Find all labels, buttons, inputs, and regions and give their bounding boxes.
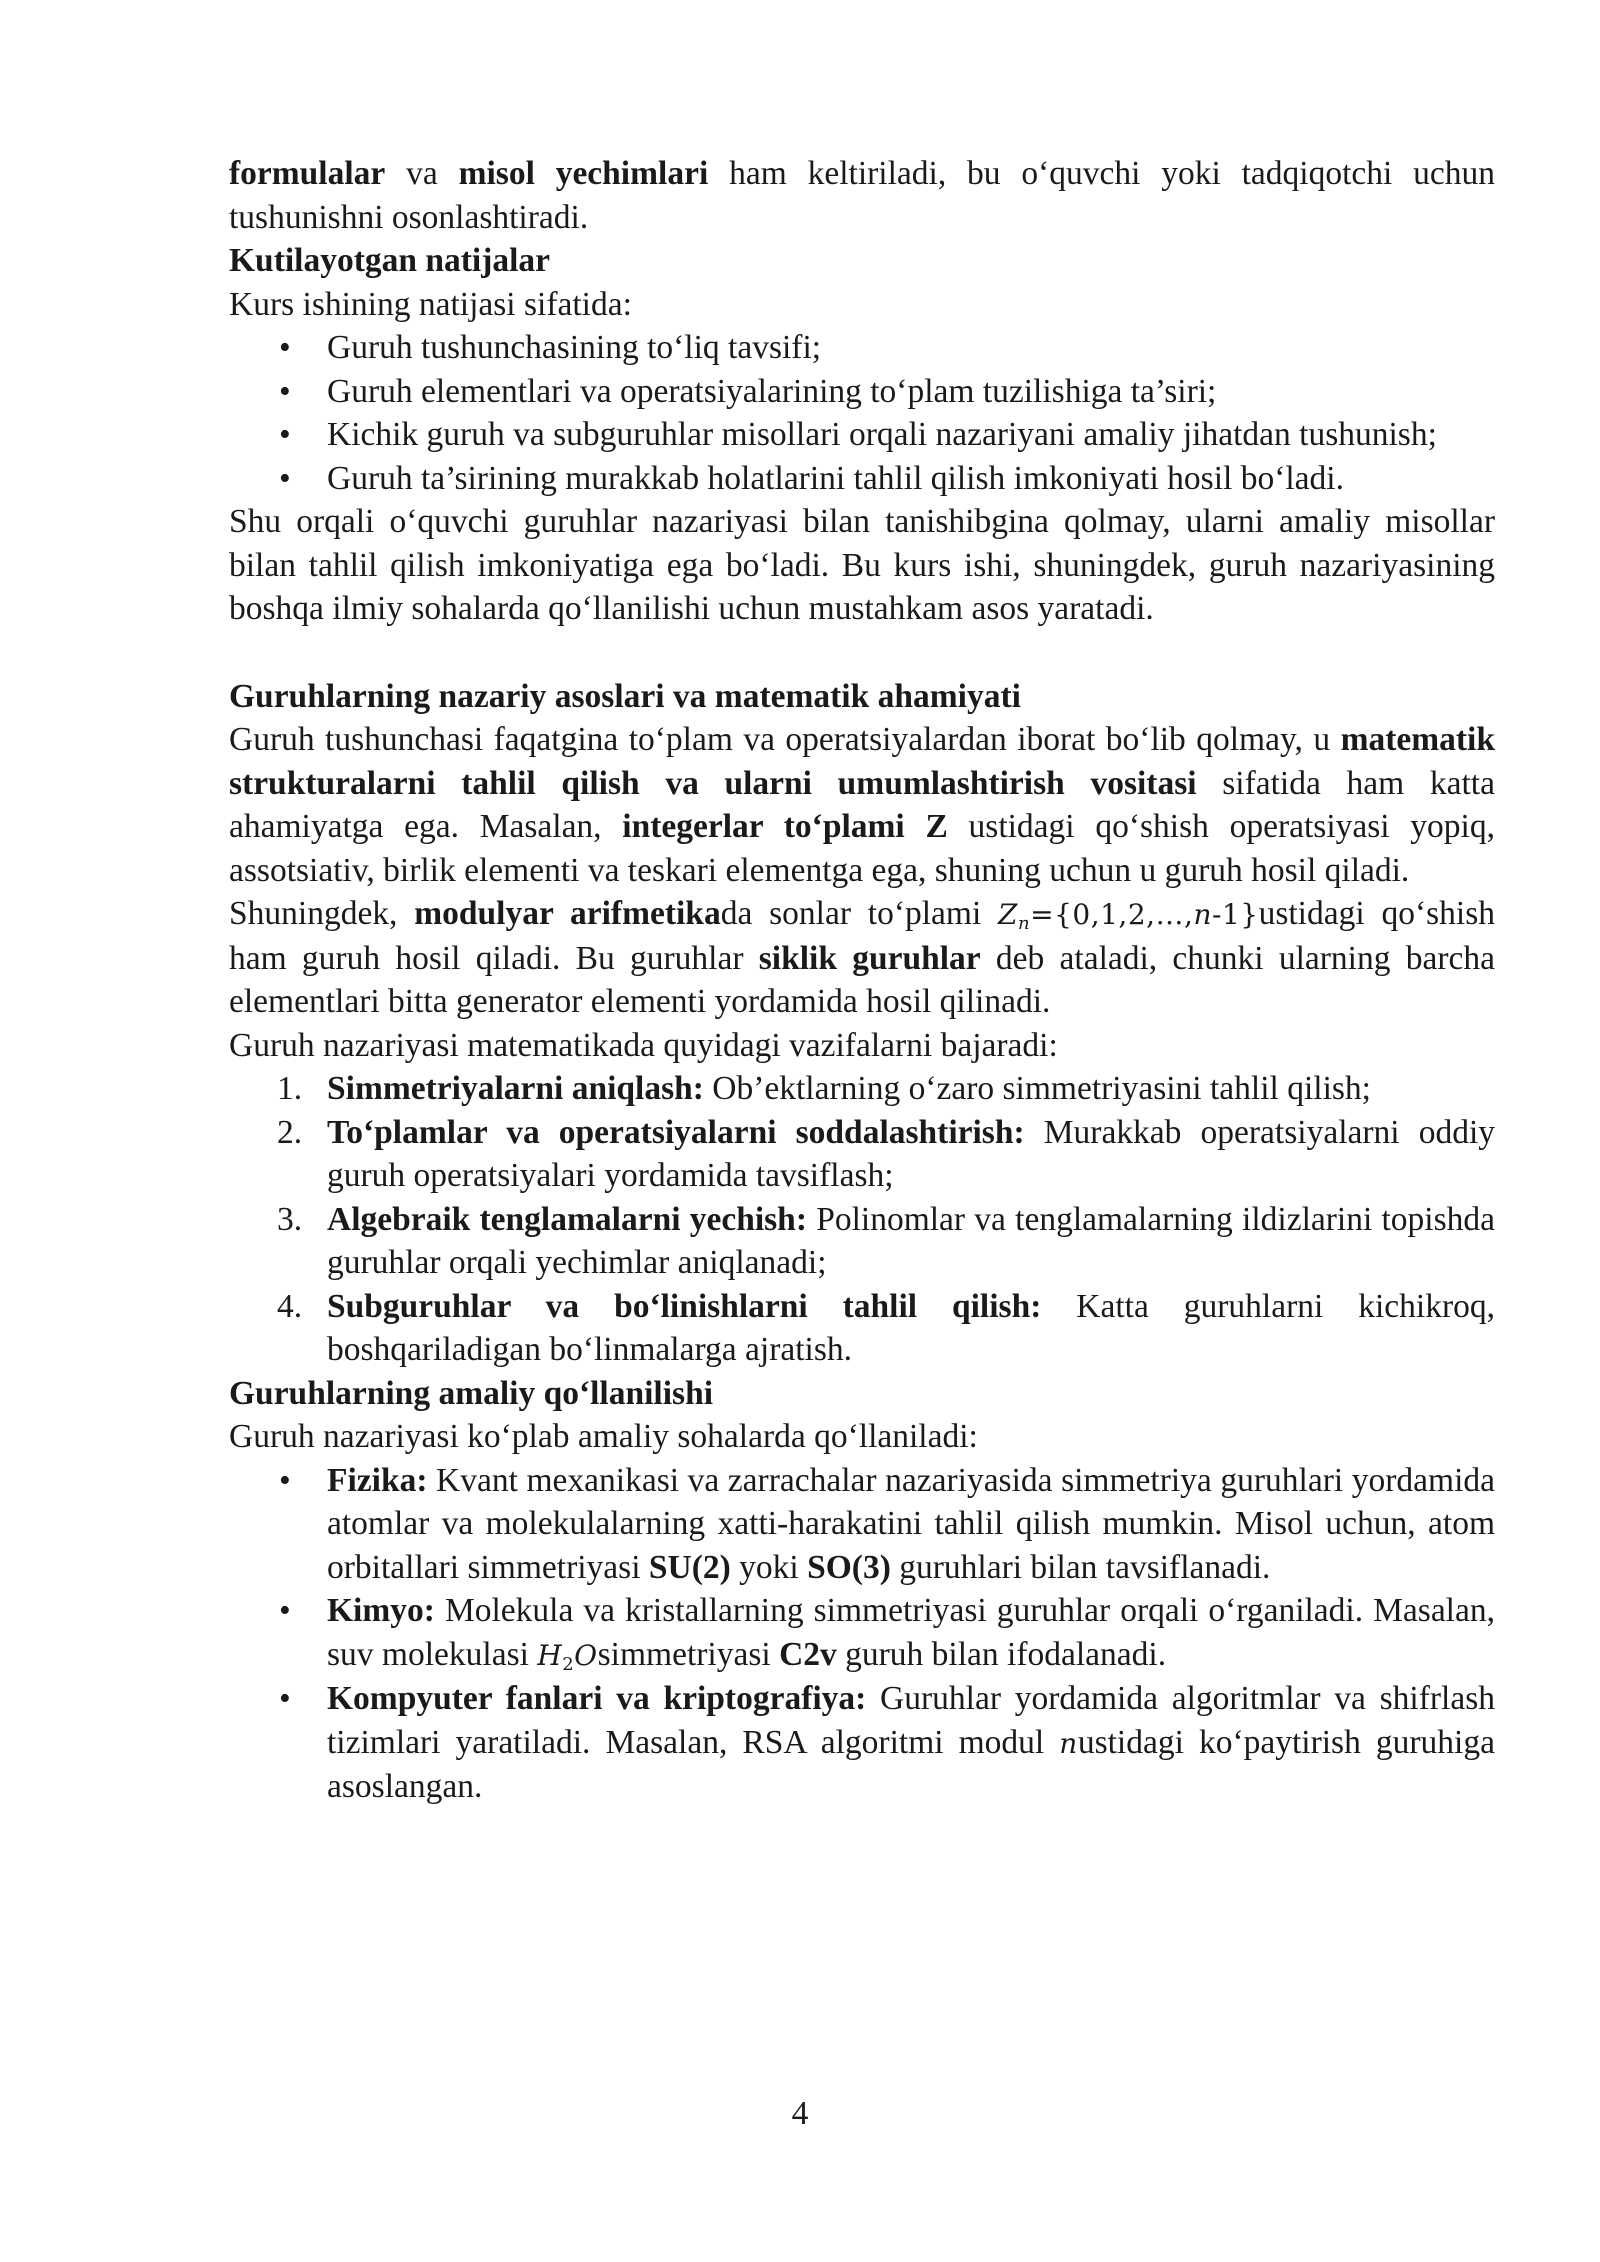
list-item-chemistry bbox=[229, 1589, 1495, 1677]
math-h2o bbox=[537, 1638, 598, 1675]
section-heading-theory: Guruhlarning nazariy asoslari va matematik ahamiyati bbox=[229, 677, 1021, 715]
item-text: Katta guruhlarni kichikroq, boshqariladigan bo‘linmalarga ajratish. bbox=[327, 1287, 1495, 1368]
math-symbol: H bbox=[537, 1638, 563, 1672]
bold-term: misol yechimlari bbox=[458, 155, 709, 192]
math-zn-set bbox=[998, 898, 1259, 934]
text-run: da sonlar to‘plami bbox=[720, 895, 999, 932]
list-item: • Guruh elementlari va operatsiyalarining to‘plam tuzilishiga ta’siri; bbox=[229, 370, 1495, 414]
numbered-item bbox=[229, 1198, 1495, 1285]
bold-term: SO(3) bbox=[807, 1548, 891, 1586]
item-number: 4. bbox=[277, 1287, 303, 1325]
bold-term: C2v bbox=[779, 1635, 837, 1673]
text-run: Molekula va kristallarning simmetriyasi guruhlar orqali o‘rganiladi. Masalan, suv molekulasi bbox=[327, 1592, 1495, 1673]
bold-term: integerlar to‘plami Z bbox=[622, 808, 948, 845]
bold-term: matematik strukturalarni tahlil qilish va ularni umumlashtirish vositasi bbox=[229, 721, 1495, 802]
spacer bbox=[229, 631, 1495, 675]
text-run: guruh bilan ifodalanadi. bbox=[836, 1635, 1167, 1673]
section-heading-expected: Kutilayotgan natijalar bbox=[229, 242, 551, 279]
math-subscript: 2 bbox=[562, 1653, 575, 1675]
list-item: • Guruh ta’sirining murakkab holatlarini tahlil qilish imkoniyati hosil bo‘ladi. bbox=[229, 457, 1495, 501]
item-title: Fizika: bbox=[327, 1461, 428, 1499]
math-symbol: Z bbox=[998, 898, 1019, 931]
item-text: Polinomlar va tenglamalarning ildizlarini topishda guruhlar orqali yechimlar aniqlanadi; bbox=[327, 1200, 1495, 1281]
page-number: 4 bbox=[791, 2095, 809, 2132]
item-number: 1. bbox=[277, 1070, 303, 1107]
math-n bbox=[1059, 1727, 1078, 1760]
expected-summary: Shu orqali o‘quvchi guruhlar nazariyasi bilan tanishibgina qolmay, ularni amaliy misollar bilan tahlil qilish imkoniyatiga ega bo‘ladi. Bu kurs ishi, shuningdek, guruh nazariyasining boshqa ilmiy sohalarda qo‘llanilishi uchun mustahkam asos yaratadi. bbox=[229, 503, 1495, 627]
item-text: Murakkab operatsiyalarni oddiy guruh operatsiyalari yordamida tavsiflash; bbox=[327, 1113, 1496, 1194]
list-item-physics bbox=[229, 1459, 1495, 1590]
item-title: Subguruhlar va bo‘linishlarni tahlil qilish: bbox=[327, 1287, 1042, 1325]
text-run: Shuningdek, bbox=[229, 895, 415, 932]
math-symbol: O bbox=[574, 1638, 598, 1672]
item-title: To‘plamlar va operatsiyalarni soddalashtirish: bbox=[327, 1113, 1025, 1151]
intro-paragraph bbox=[229, 152, 1495, 239]
text-run: va bbox=[385, 155, 459, 192]
expected-results-list bbox=[229, 326, 1495, 500]
bold-term: formulalar bbox=[229, 155, 386, 192]
item-title: Kimyo: bbox=[327, 1592, 435, 1629]
list-item: • Guruh tushunchasining to‘liq tavsifi; bbox=[229, 326, 1495, 370]
math-text: ={0,1,2,…, bbox=[1030, 898, 1194, 931]
text-run: guruhlari bilan tavsiflanadi. bbox=[890, 1548, 1271, 1586]
bold-term: modulyar arifmetika bbox=[414, 895, 721, 932]
list-item: • Kichik guruh va subguruhlar misollari orqali nazariyani amaliy jihatdan tushunish; bbox=[229, 413, 1495, 457]
text-run: ham keltiriladi, bu o‘quvchi yoki tadqiqotchi uchun tushunishni osonlashtiradi. bbox=[229, 155, 1496, 236]
text-run: ustidagi qo‘shish operatsiyasi yopiq, assotsiativ, birlik elementi va teskari elementga ega, shuning uchun u guruh hosil qiladi. bbox=[229, 808, 1495, 889]
item-title: Simmetriyalarni aniqlash: bbox=[327, 1070, 704, 1107]
math-symbol: n bbox=[1059, 1726, 1078, 1760]
item-title: Algebraik tenglamalarni yechish: bbox=[327, 1200, 807, 1238]
item-number: 3. bbox=[277, 1200, 303, 1238]
text-run: Guruh tushunchasi faqatgina to‘plam va operatsiyalardan iborat bo‘lib qolmay, u bbox=[229, 721, 1341, 758]
math-subscript: n bbox=[1018, 913, 1031, 934]
text-run: sifatida ham katta ahamiyatga ega. Masalan, bbox=[229, 764, 1495, 845]
text-run: Kvant mexanikasi va zarrachalar nazariyasida simmetriya guruhlari yordamida atomlar va molekulalarning xatti-harakatini tahlil qilish mumkin. Misol uchun, atom orbitallari simmetriyasi bbox=[327, 1461, 1495, 1586]
math-text: -1} bbox=[1211, 898, 1259, 931]
page-content bbox=[229, 152, 1495, 1809]
numbered-item bbox=[229, 1111, 1495, 1198]
bold-term: SU(2) bbox=[648, 1548, 731, 1586]
text-run: yoki bbox=[730, 1548, 808, 1586]
item-text: Ob’ektlarning o‘zaro simmetriyasini tahlil qilish; bbox=[703, 1070, 1371, 1107]
item-title: Kompyuter fanlari va kriptografiya: bbox=[327, 1680, 867, 1717]
theory-lead: Guruh nazariyasi matematikada quyidagi vazifalarni bajaradi: bbox=[229, 1026, 1058, 1064]
text-run: Guruhlar yordamida algoritmlar va shifrlash tizimlari yaratiladi. Masalan, RSA algoritmi modul bbox=[327, 1680, 1496, 1761]
section-heading-applications: Guruhlarning amaliy qo‘llanilishi bbox=[229, 1374, 714, 1412]
text-run: deb ataladi, chunki ularning barcha elementlari bitta generator elementi yordamida hosil qilinadi. bbox=[229, 939, 1496, 1020]
theory-paragraph-2 bbox=[229, 892, 1495, 1024]
text-run: simmetriyasi bbox=[597, 1635, 780, 1673]
bold-term: siklik guruhlar bbox=[758, 939, 981, 977]
applications-lead: Guruh nazariyasi ko‘plab amaliy sohalarda qo‘llaniladi: bbox=[229, 1418, 978, 1455]
text-run: ustidagi ko‘paytirish guruhiga asoslangan. bbox=[327, 1723, 1495, 1805]
numbered-item bbox=[229, 1067, 1495, 1111]
item-number: 2. bbox=[277, 1113, 303, 1151]
math-symbol: n bbox=[1193, 898, 1212, 931]
numbered-item bbox=[229, 1285, 1495, 1372]
expected-lead: Kurs ishining natijasi sifatida: bbox=[229, 285, 632, 323]
list-item-computing bbox=[229, 1677, 1495, 1809]
text-run: ustidagi qo‘shish ham guruh hosil qiladi. Bu guruhlar bbox=[229, 895, 1495, 977]
theory-paragraph-1 bbox=[229, 718, 1495, 892]
tasks-list bbox=[229, 1067, 1495, 1372]
applications-list bbox=[229, 1459, 1495, 1809]
